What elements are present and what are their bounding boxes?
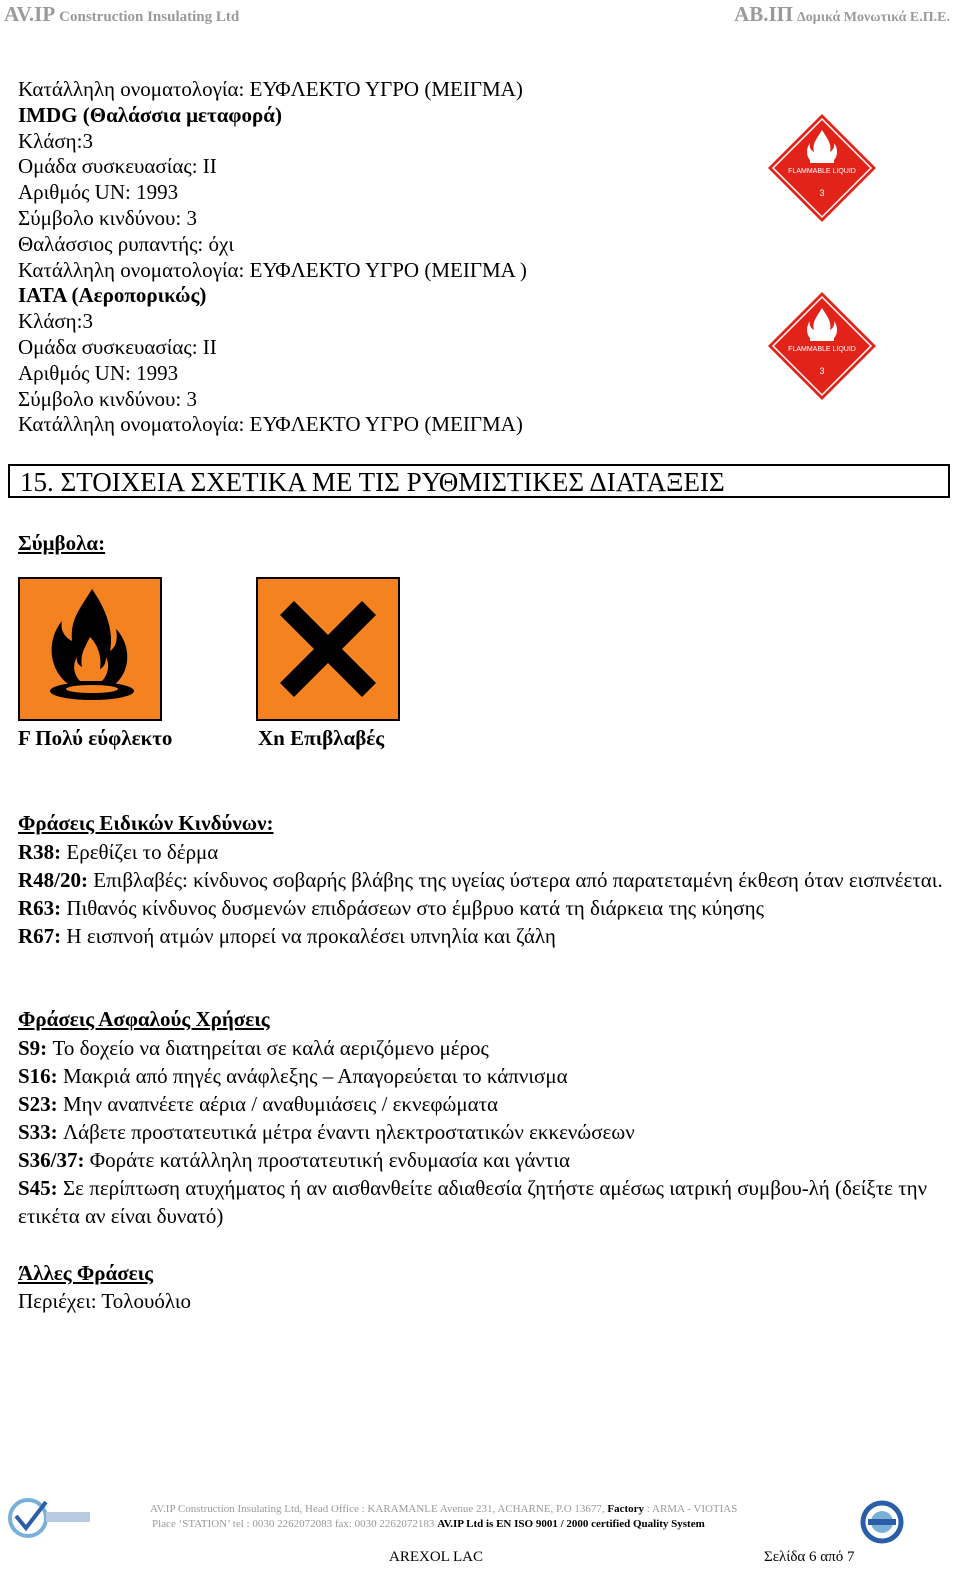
flammable-symbol	[18, 577, 162, 721]
header-right-company: Δομικά Μονωτικά Ε.Π.Ε.	[797, 10, 950, 25]
transport-line: IATA (Αεροπορικώς)	[18, 283, 207, 308]
transport-line: Κατάλληλη ονοματολογία: ΕΥΦΛΕΚΤΟ ΥΓΡΟ (ΜΕΙΓΜΑ )	[18, 257, 527, 282]
flame-icon	[20, 579, 160, 719]
other-phrases-text: Περιέχει: Τολουόλιο	[18, 1289, 191, 1313]
transport-line: Ομάδα συσκευασίας: ΙΙ	[18, 154, 217, 179]
section-15-header	[8, 464, 950, 498]
header-right-brand-name: ΑΒ.ΙΠ	[734, 2, 794, 26]
placard-text: FLAMMABLE LIQUID	[788, 168, 856, 175]
safety-phrase: S36/37: Φοράτε κατάλληλη προστατευτική ενδυμασία και γάντια	[18, 1148, 570, 1172]
safety-phrase: S45: Σε περίπτωση ατυχήματος ή αν αισθανθείτε αδιαθεσία ζητήστε αμέσως ιατρική συμβου-λή (δείξτε την ετικέτα αν είναι δυνατό)	[18, 1176, 928, 1228]
risk-phrase: R38: Ερεθίζει το δέρμα	[18, 840, 219, 864]
transport-line: Κλάση:3	[18, 128, 93, 153]
safety-phrase: S16: Μακριά από πηγές ανάφλεξης – Απαγορεύεται το κάπνισμα	[18, 1064, 568, 1088]
footer-contact: Place ‘STATION’ tel : 0030 2262072083 fax: 0030 2262072183 AV.IP Ltd is EN ISO 9001 / 2000 certified Quality System	[152, 1518, 705, 1530]
transport-line: Θαλάσσιος ρυπαντής: όχι	[18, 231, 234, 256]
footer-page-number: Σελίδα 6 από 7	[764, 1549, 855, 1565]
risk-phrase: R48/20: Επιβλαβές: κίνδυνος σοβαρής βλάβης της υγείας ύστερα από παρατεταμένη έκθεση όταν εισπνέεται.	[18, 868, 943, 892]
flammable-liquid-placard-2	[766, 290, 878, 402]
quality-seal-icon	[860, 1500, 904, 1544]
harmful-symbol-label: Xn Επιβλαβές	[258, 726, 385, 750]
symbols-heading: Σύμβολα:	[18, 531, 106, 555]
section-15-title: 15. ΣΤΟΙΧΕΙΑ ΣΧΕΤΙΚΑ ΜΕ ΤΙΣ ΡΥΘΜΙΣΤΙΚΕΣ ΔΙΑΤΑΞΕΙΣ	[20, 467, 725, 497]
flammable-symbol-label: F Πολύ εύφλεκτο	[18, 726, 173, 750]
risk-phrases-list	[18, 838, 950, 950]
placard-number: 3	[819, 188, 825, 198]
flammable-liquid-placard-1	[766, 112, 878, 224]
cross-icon	[258, 579, 398, 719]
risk-phrases-heading: Φράσεις Ειδικών Κινδύνων:	[18, 811, 274, 835]
transport-line: IMDG (Θαλάσσια μεταφορά)	[18, 102, 282, 127]
transport-line: Κατάλληλη ονοματολογία: ΕΥΦΛΕΚΤΟ ΥΓΡΟ (ΜΕΙΓΜΑ)	[18, 77, 523, 101]
transport-line: Αριθμός UN: 1993	[18, 360, 179, 385]
safety-phrase: S33: Λάβετε προστατευτικά μέτρα έναντι ηλεκτροστατικών εκκενώσεων	[18, 1120, 635, 1144]
placard-text: FLAMMABLE LIQUID	[788, 346, 856, 353]
transport-line: Κατάλληλη ονοματολογία: ΕΥΦΛΕΚΤΟ ΥΓΡΟ (ΜΕΙΓΜΑ)	[18, 412, 523, 437]
footer-product-name: AREXOL LAC	[389, 1549, 484, 1565]
harmful-symbol	[256, 577, 400, 721]
header-left-company: Construction Insulating Ltd	[59, 9, 240, 25]
safety-phrase: S23: Μην αναπνέετε αέρια / αναθυμιάσεις / εκνεφώματα	[18, 1092, 499, 1116]
safety-phrases-heading: Φράσεις Ασφαλούς Χρήσεις	[18, 1007, 270, 1031]
safety-phrases-list	[18, 1034, 950, 1230]
header-left-brand	[4, 2, 239, 27]
transport-line: Ομάδα συσκευασίας: ΙΙ	[18, 335, 217, 359]
risk-phrase: R67: Η εισπνοή ατμών μπορεί να προκαλέσει υπνηλία και ζάλη	[18, 924, 556, 948]
other-phrases-heading: Άλλες Φράσεις	[18, 1261, 154, 1285]
transport-line: Αριθμός UN: 1993	[18, 180, 179, 205]
certification-logo-icon	[6, 1496, 92, 1540]
transport-line: Σύμβολο κινδύνου: 3	[18, 386, 197, 411]
footer-address: AV.IP Construction Insulating Ltd, Head Office : KARAMANLE Avenue 231, ACHARNE, P.O 13677, Factory : ARMA - VIOTIAS	[150, 1503, 738, 1515]
risk-phrase: R63: Πιθανός κίνδυνος δυσμενών επιδράσεων στο έμβρυο κατά τη διάρκεια της κύησης	[18, 896, 764, 920]
header-right-brand	[734, 2, 950, 27]
transport-line: Σύμβολο κινδύνου: 3	[18, 206, 197, 230]
transport-line: Κλάση:3	[18, 309, 93, 334]
placard-number: 3	[819, 366, 825, 376]
safety-phrase: S9: Το δοχείο να διατηρείται σε καλά αεριζόμενο μέρος	[18, 1036, 489, 1060]
header-left-brand-name: AV.IP	[4, 2, 56, 26]
